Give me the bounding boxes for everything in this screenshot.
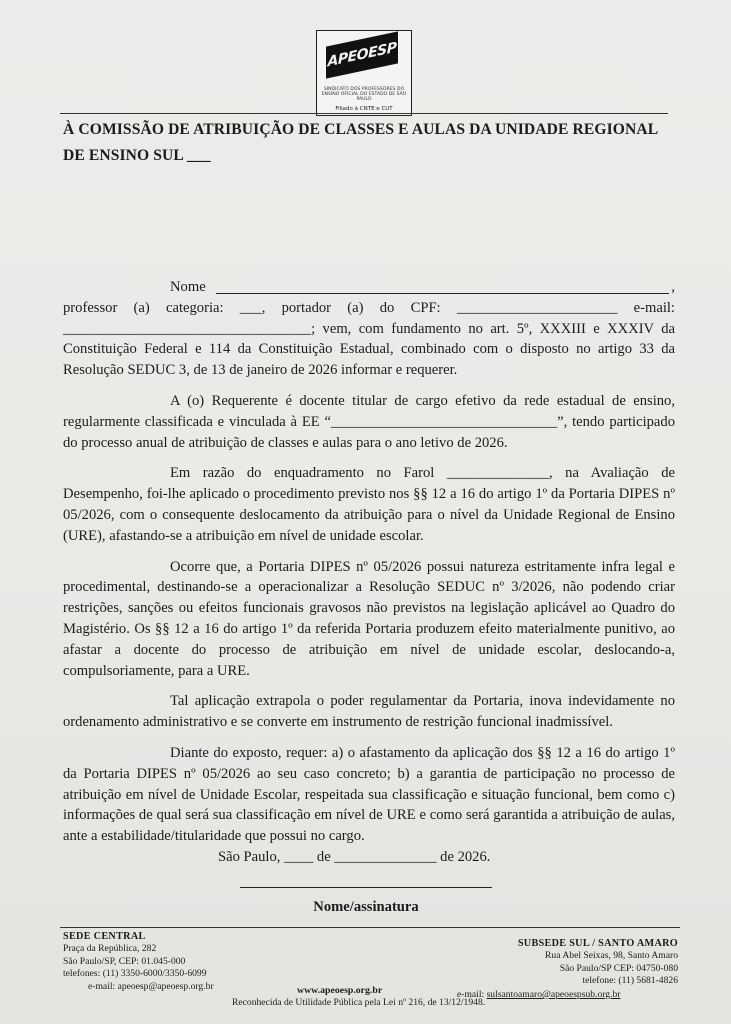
date-line: São Paulo, ____ de ______________ de 2026. [218, 848, 491, 865]
top-divider [60, 113, 668, 114]
paragraph-requer: Diante do exposto, requer: a) o afastamento da aplicação dos §§ 12 a 16 do artigo 1º da Portaria DIPES nº 05/2026 ao seu caso concreto; b) a garantia de participação no processo de atribuição em nível de Unidade Escolar, respeitada sua classificação e situação funcional, bem como c) informações de qual será sua classificação em nível de URE e como será garantida a atribuição de aulas, ante a estabilidade/titularidade que possui no cargo. [63, 744, 675, 845]
signature-line [240, 887, 492, 888]
subsede-email-link[interactable]: sulsantoamaro@apeoespsub.org.br [486, 989, 621, 1000]
subsede-address: Rua Abel Seixas, 98, Santo Amaro [545, 950, 678, 962]
sede-email: e-mail: apeoesp@apeoesp.org.br [88, 981, 214, 992]
logo-text: APEOESP [327, 39, 397, 71]
sede-address: Praça da República, 282 [63, 943, 157, 955]
sede-title: SEDE CENTRAL [63, 931, 146, 942]
name-label: Nome [170, 279, 206, 295]
footer-website[interactable]: www.apeoesp.org.br [297, 985, 383, 996]
addressee-heading: À COMISSÃO DE ATRIBUIÇÃO DE CLASSES E AULAS DA UNIDADE REGIONAL DE ENSINO SUL ___ [63, 121, 658, 164]
signature-label: Nome/assinatura [313, 899, 419, 915]
legal-basis-paragraph: __________________________________; vem, com fundamento no art. 5º, XXXIII e XXXIV da Constituição Federal e 114 da Constituição Estadual, combinado com o disposto no artigo 33 da Resolução SEDUC 3, de 13 de janeiro de 2026 informar e requerer. [63, 320, 675, 379]
paragraph-requerente: A (o) Requerente é docente titular de cargo efetivo da rede estadual de ensino, regularmente classificada e vinculada à EE “_______________________________”, tendo participado do processo anual de atribuição de classes e aulas para o ano letivo de 2026. [63, 392, 675, 451]
footer-subsede [418, 938, 678, 988]
apeoesp-logo [316, 30, 412, 116]
category-cpf-line: professor (a) categoria: ___, portador (a) do CPF: ______________________ e-mail: [63, 299, 675, 316]
logo-subtext: SINDICATO DOS PROFESSORES DO ENSINO OFICIAL DO ESTADO DE SÃO PAULO [321, 87, 407, 102]
paragraph-extrapola: Tal aplicação extrapola o poder regulamentar da Portaria, inova indevidamente no ordenamento administrativo e se converte em instrumento de restrição funcional inadmissível. [63, 693, 675, 731]
subsede-title: SUBSEDE SUL / SANTO AMARO [517, 938, 678, 949]
subsede-email-label: e-mail: [457, 989, 485, 1000]
name-field-line: Nome , [63, 277, 675, 298]
document-body [63, 277, 675, 868]
logo-affiliation: Filiado à CNTE e CUT [335, 106, 393, 112]
sede-phones: telefones: (11) 3350-6000/3350-6099 [63, 968, 207, 980]
subsede-city: São Paulo/SP CEP: 04750-080 [559, 962, 678, 974]
name-blank [216, 293, 670, 294]
footer-recognition: Reconhecida de Utilidade Pública pela Lei nº 216, de 13/12/1948. [232, 997, 486, 1008]
subsede-phone: telefone: (11) 5681-4826 [582, 975, 678, 987]
footer-sede-central [63, 931, 313, 981]
footer-divider [60, 927, 680, 928]
paragraph-farol: Em razão do enquadramento no Farol ______________, na Avaliação de Desempenho, foi-lhe aplicado o procedimento previsto nos §§ 12 a 16 do artigo 1º da Portaria DIPES nº 05/2026, com o consequente deslocamento da atribuição para o nível da Unidade Regional de Ensino (URE), afastando-se a atribuição em nível de unidade escolar. [63, 465, 675, 544]
paragraph-portaria: Ocorre que, a Portaria DIPES nº 05/2026 possui natureza estritamente infra legal e procedimental, destinando-se a operacionalizar a Resolução SEDUC nº 3/2026, não podendo criar restrições, sanções ou efeitos funcionais gravosos não previstos na legislação aplicável ao Quadro do Magistério. Os §§ 12 a 16 do artigo 1º da referida Portaria produzem efeito materialmente punitivo, ao afastar a docente do processo de atribuição em nível de unidade escolar, deslocando-a, compulsoriamente, para a URE. [63, 558, 675, 679]
logo-mark [326, 31, 398, 78]
sede-city: São Paulo/SP, CEP: 01.045-000 [63, 955, 186, 967]
